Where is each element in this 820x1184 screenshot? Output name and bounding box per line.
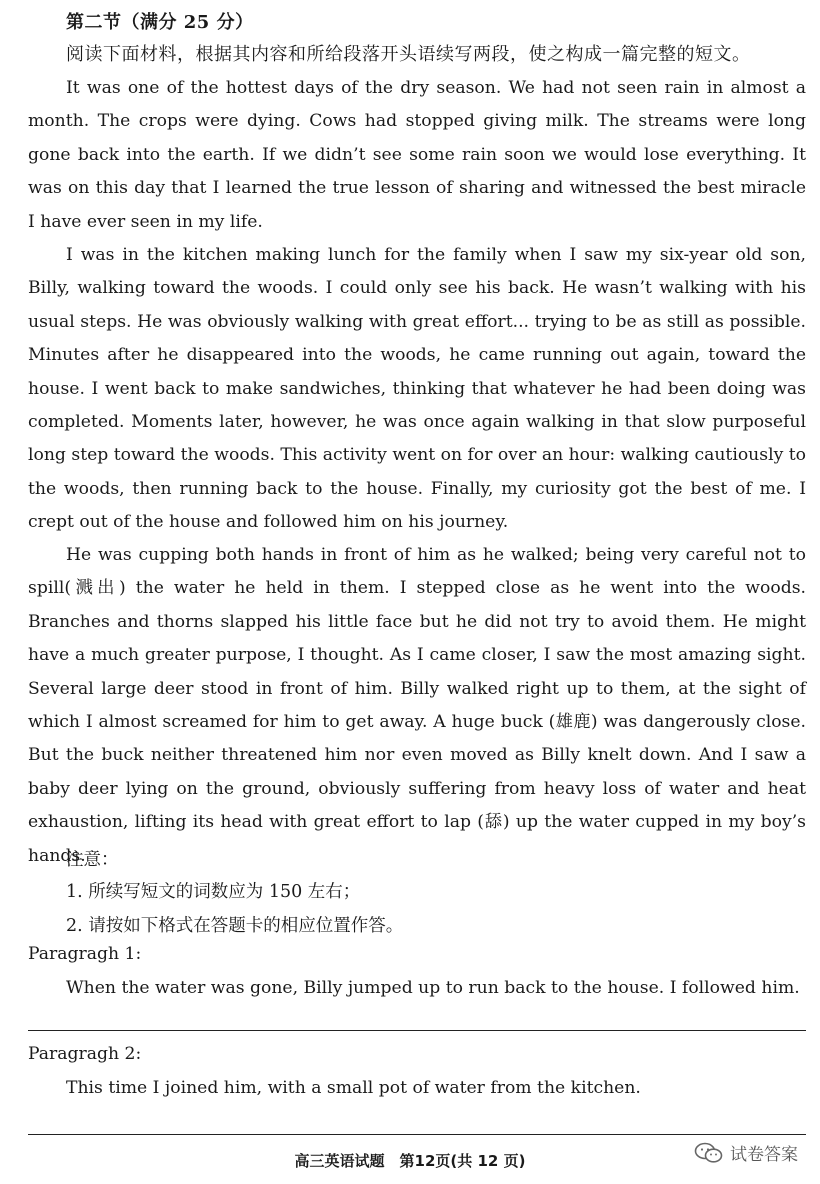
paragraph-1-opening: When the water was gone, Billy jumped up to run back to the house. I followed him. bbox=[66, 978, 800, 998]
instruction-text: 阅读下面材料，根据其内容和所给段落开头语续写两段，使之构成一篇完整的短文。 bbox=[66, 44, 751, 65]
passage-paragraph-1: It was one of the hottest days of the dry season. We had not seen rain in almost a month. The crops were dying. Cows had stopped giving milk. The streams were long gone back into the earth. If we didn’t see some rain soon we would lose everything. It was on this day that I learned the true lesson of sharing and witnessed the best miracle I have ever seen in my life. bbox=[28, 78, 806, 232]
wechat-icon bbox=[694, 1142, 724, 1164]
footer-divider-line bbox=[28, 1134, 806, 1135]
watermark-text: 试卷答案 bbox=[730, 1145, 798, 1165]
note-item-word-count: 1. 所续写短文的词数应为 150 左右； bbox=[66, 882, 361, 902]
section-title: 第二节（满分 25 分） bbox=[66, 12, 254, 33]
passage-paragraph-3: He was cupping both hands in front of him as he walked; being very careful not to spill(溅出) the water he held in them. I stepped close as he went into the woods. Branches and thorns slapped his little face but he did not try to avoid them. He might have a much greater purpose, I thought. As I came closer, I saw the most amazing sight. Several large deer stood in front of him. Billy walked right up to them, at the sight of which I almost screamed for him to get away. A huge buck (雄鹿) was dangerously close. But the buck neither threatened him nor even moved as Billy knelt down. And I saw a baby deer lying on the ground, obviously suffering from heavy loss of water and heat exhaustion, lifting its head with great effort to lap (舔) up the water cupped in my boy’s hands. bbox=[28, 545, 806, 866]
page-footer: 高三英语试题 第12页(共 12 页) bbox=[294, 1152, 526, 1170]
paragraph-2-label: Paragragh 2: bbox=[28, 1044, 142, 1064]
watermark bbox=[694, 1140, 798, 1165]
answer-divider-line bbox=[28, 1030, 806, 1031]
note-item-format: 2. 请按如下格式在答题卡的相应位置作答。 bbox=[66, 916, 404, 936]
passage-paragraph-2: I was in the kitchen making lunch for the family when I saw my six-year old son, Billy, walking toward the woods. I could only see his back. He wasn’t walking with his usual steps. He was obviously walking with great effort... trying to be as still as possible. Minutes after he disappeared into the woods, he came running out again, toward the house. I went back to make sandwiches, thinking that whatever he had been doing was completed. Moments later, however, he was once again walking in that slow purposeful long step toward the woods. This activity went on for over an hour: walking cautiously to the woods, then running back to the house. Finally, my curiosity got the best of me. I crept out of the house and followed him on his journey. bbox=[28, 245, 806, 533]
notes-title: 注意： bbox=[66, 850, 119, 870]
paragraph-1-label: Paragragh 1: bbox=[28, 944, 142, 964]
paragraph-2-opening: This time I joined him, with a small pot of water from the kitchen. bbox=[66, 1078, 641, 1098]
